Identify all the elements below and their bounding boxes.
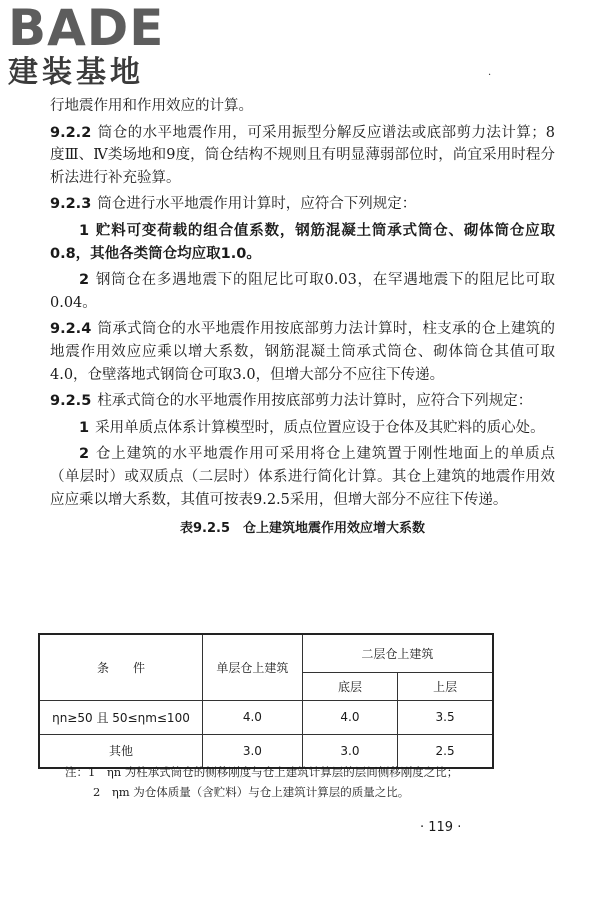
section-number: 9.2.3	[50, 196, 92, 213]
clause-9-2-5-1	[50, 417, 555, 440]
section-9-2-5	[50, 390, 555, 413]
header-double-storey: 二层仓上建筑	[302, 634, 493, 672]
clause-number: 1	[79, 222, 90, 239]
header-condition: 条 件	[39, 634, 202, 700]
note-2: 2 ηm 为仓体质量（含贮料）与仓上建筑计算层的质量之比。	[93, 785, 410, 799]
clause-text: 贮料可变荷载的组合值系数，钢筋混凝土筒承式筒仓、砌体筒仓应取0.8，其他各类筒仓均应取1.0。	[50, 222, 555, 262]
clause-9-2-3-2	[50, 269, 555, 314]
section-9-2-4	[50, 318, 555, 386]
clause-9-2-3-1	[50, 220, 555, 265]
cell-condition: ηn≥50 且 50≤ηm≤100	[39, 700, 202, 734]
section-number: 9.2.4	[50, 321, 92, 338]
clause-number: 2	[79, 272, 90, 289]
table-notes	[65, 762, 535, 802]
clause-text: 采用单质点体系计算模型时，质点位置应设于仓体及其贮料的质心处。	[95, 419, 545, 436]
bade-logo	[8, 2, 183, 90]
section-text: 筒承式筒仓的水平地震作用按底部剪力法计算时，柱支承的仓上建筑的地震作用效应应乘以增大系数，钢筋混凝土筒承式筒仓、砌体筒仓其值可取4.0，仓壁落地式钢筒仓可取3.0，但增大部分不应往下传递。	[50, 321, 555, 383]
logo-main-text: BADE	[8, 0, 165, 57]
coefficient-table	[38, 633, 494, 769]
cell-upper: 2.5	[398, 734, 493, 768]
note-1: 注：1 ηn 为柱承式筒仓的侧移刚度与仓上建筑计算层的层间侧移刚度之比；	[65, 765, 459, 779]
page-number: · 119 ·	[420, 820, 462, 835]
cell-bottom: 4.0	[302, 700, 397, 734]
section-number: 9.2.2	[50, 124, 92, 141]
cell-bottom: 3.0	[302, 734, 397, 768]
header-dot: ·	[488, 70, 492, 81]
section-9-2-2	[50, 122, 555, 190]
cell-single: 3.0	[202, 734, 302, 768]
section-text: 柱承式筒仓的水平地震作用按底部剪力法计算时，应符合下列规定：	[97, 393, 533, 410]
header-single-storey: 单层仓上建筑	[202, 634, 302, 700]
section-text: 筒仓的水平地震作用，可采用振型分解反应谱法或底部剪力法计算；8度Ⅲ、Ⅳ类场地和9度，筒仓结构不规则且有明显薄弱部位时，尚宜采用时程分析法进行补充验算。	[50, 124, 555, 186]
clause-9-2-5-2	[50, 443, 555, 511]
clause-text: 仓上建筑的水平地震作用可采用将仓上建筑置于刚性地面上的单质点（单层时）或双质点（二层时）体系进行简化计算。其仓上建筑的地震作用效应应乘以增大系数，其值可按表9.2.5采用，但增大部分不应往下传递。	[50, 446, 555, 508]
clause-number: 2	[79, 446, 90, 463]
cell-condition: 其他	[39, 734, 202, 768]
paragraph-continuation: 行地震作用和作用效应的计算。	[50, 98, 253, 114]
section-9-2-3	[50, 193, 555, 216]
clause-text: 钢筒仓在多遇地震下的阻尼比可取0.03，在罕遇地震下的阻尼比可取0.04。	[50, 272, 555, 311]
table-row	[39, 700, 493, 734]
cell-single: 4.0	[202, 700, 302, 734]
clause-number: 1	[79, 419, 90, 436]
cell-upper: 3.5	[398, 700, 493, 734]
document-body	[50, 95, 555, 536]
header-bottom-floor: 底层	[302, 672, 397, 700]
table-title: 表9.2.5 仓上建筑地震作用效应增大系数	[179, 521, 425, 537]
section-number: 9.2.5	[50, 393, 92, 410]
header-upper-floor: 上层	[398, 672, 493, 700]
section-text: 筒仓进行水平地震作用计算时，应符合下列规定：	[97, 196, 417, 213]
logo-sub-text: 建装基地	[8, 55, 144, 90]
